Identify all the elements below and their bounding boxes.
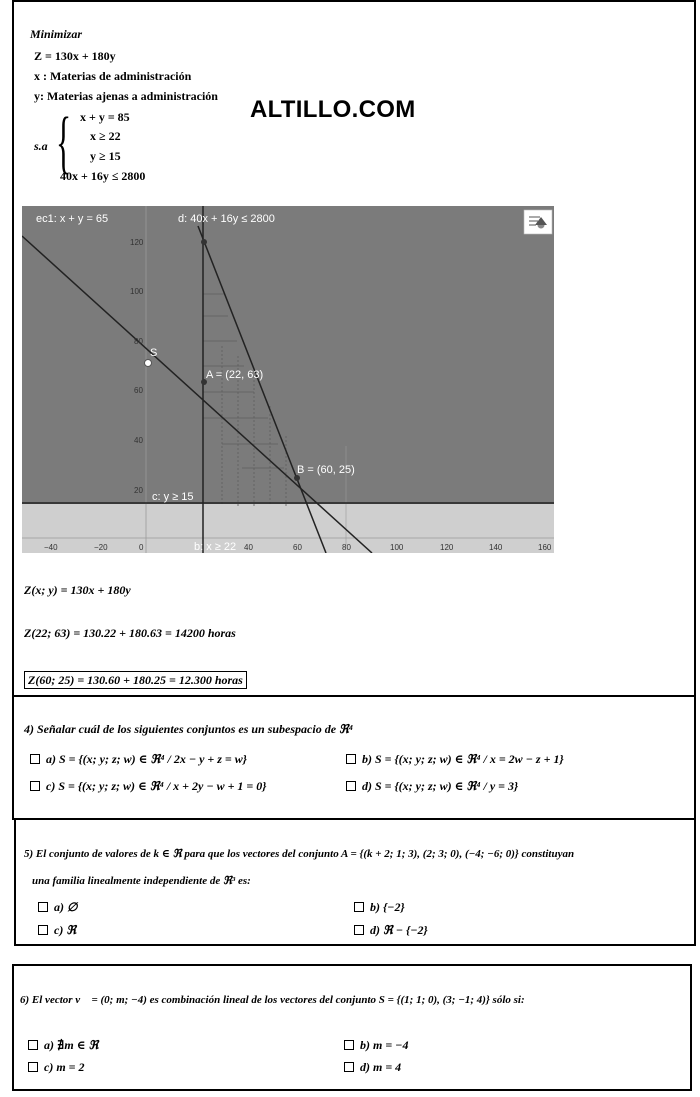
y-tick-120: 120 <box>130 238 144 247</box>
z-at-point-B-result: Z(60; 25) = 130.60 + 180.25 = 12.300 horas <box>24 671 247 689</box>
y-tick-80: 80 <box>134 337 143 346</box>
label-b: b: x ≥ 22 <box>194 541 237 553</box>
q6-option-d-label: d) m = 4 <box>360 1060 402 1074</box>
q4-checkbox-d[interactable] <box>346 781 356 791</box>
constraint-1: x + y = 85 <box>80 110 130 124</box>
q6-checkbox-d[interactable] <box>344 1062 354 1072</box>
q6-option-a-label: a) ∄m ∈ ℜ <box>44 1038 99 1052</box>
point-S <box>145 360 152 367</box>
label-d: d: 40x + 16y ≤ 2800 <box>178 213 275 225</box>
q5-option-b[interactable] <box>354 900 405 914</box>
q5-checkbox-a[interactable] <box>38 902 48 912</box>
y-tick-20: 20 <box>134 486 143 495</box>
label-A: A = (22, 63) <box>206 369 264 381</box>
q5-checkbox-c[interactable] <box>38 925 48 935</box>
q5-option-b-label: b) {−2} <box>370 900 405 914</box>
label-ec1: ec1: x + y = 65 <box>36 213 109 225</box>
q4-option-b[interactable] <box>346 752 564 766</box>
constraints-brace: { <box>56 104 72 181</box>
graph-background <box>22 206 554 553</box>
x-tick-120: 120 <box>440 543 454 552</box>
z-at-point-A: Z(22; 63) = 130.22 + 180.63 = 14200 horas <box>24 626 236 640</box>
objective-function: Z = 130x + 180y <box>34 49 116 63</box>
q6-option-b[interactable] <box>344 1038 408 1052</box>
q5-option-c[interactable] <box>38 923 76 937</box>
x-tick-140: 140 <box>489 543 503 552</box>
label-B: B = (60, 25) <box>297 464 355 476</box>
y-tick-40: 40 <box>134 436 143 445</box>
q6-option-b-label: b) m = −4 <box>360 1038 409 1052</box>
y-tick-100: 100 <box>130 287 144 296</box>
question6-text: 6) El vector v⃗ = (0; m; −4) es combinación lineal de los vectores del conjunto S = {(1; 1; 0), (3; −1; 4)} sólo si: <box>20 994 525 1006</box>
x-tick-m20: −20 <box>94 543 108 552</box>
question4-text: 4) Señalar cuál de los siguientes conjuntos es un subespacio de ℜ⁴ <box>24 722 353 736</box>
graphics-style-icon[interactable] <box>524 210 552 234</box>
constraint-3: y ≥ 15 <box>90 149 121 163</box>
q6-checkbox-a[interactable] <box>28 1040 38 1050</box>
z-definition: Z(x; y) = 130x + 180y <box>24 583 131 597</box>
q5-option-a-label: a) ∅ <box>54 900 78 914</box>
q5-option-d-label: d) ℜ − {−2} <box>370 923 428 937</box>
q5-option-a[interactable] <box>38 900 77 914</box>
q4-option-b-label: b) S = {(x; y; z; w) ∈ ℜ⁴ / x = 2w − z + 1} <box>362 752 564 766</box>
q4-option-c[interactable] <box>30 779 266 793</box>
y-tick-60: 60 <box>134 386 143 395</box>
q6-option-c-label: c) m = 2 <box>44 1060 85 1074</box>
q5-option-d[interactable] <box>354 923 428 937</box>
label-S: S <box>150 347 158 359</box>
x-tick-0: 0 <box>139 543 144 552</box>
x-tick-100: 100 <box>390 543 404 552</box>
point-d-intercept <box>201 239 207 245</box>
q5-option-c-label: c) ℜ <box>54 923 77 937</box>
question5-text-line1: 5) El conjunto de valores de k ∈ ℜ para que los vectores del conjunto A = {(k + 2; 1; 3), (2; 3; 0), (−4; −6; 0)} constituyan <box>24 848 575 860</box>
q4-option-a-label: a) S = {(x; y; z; w) ∈ ℜ⁴ / 2x − y + z = w} <box>46 752 247 766</box>
x-tick-160: 160 <box>538 543 552 552</box>
feasible-region-graph <box>22 206 554 553</box>
q6-checkbox-b[interactable] <box>344 1040 354 1050</box>
q4-option-d[interactable] <box>346 779 518 793</box>
problem-heading: Minimizar <box>30 27 83 41</box>
q6-option-a[interactable] <box>28 1038 98 1052</box>
q4-checkbox-c[interactable] <box>30 781 40 791</box>
constraint-2: x ≥ 22 <box>90 129 121 143</box>
q6-option-d[interactable] <box>344 1060 401 1074</box>
q4-option-c-label: c) S = {(x; y; z; w) ∈ ℜ⁴ / x + 2y − w + 1 = 0} <box>46 779 267 793</box>
constraint-4: 40x + 16y ≤ 2800 <box>60 169 146 183</box>
variable-x-definition: x : Materias de administración <box>34 69 192 83</box>
q4-option-d-label: d) S = {(x; y; z; w) ∈ ℜ⁴ / y = 3} <box>362 779 519 793</box>
q4-option-a[interactable] <box>30 752 247 766</box>
q6-checkbox-c[interactable] <box>28 1062 38 1072</box>
q6-option-c[interactable] <box>28 1060 85 1074</box>
q4-checkbox-b[interactable] <box>346 754 356 764</box>
label-c: c: y ≥ 15 <box>152 491 194 503</box>
question5-text-line2: una familia linealmente independiente de ℜ³ es: <box>32 875 251 887</box>
x-tick-60: 60 <box>293 543 302 552</box>
watermark-logo: ALTILLO.COM <box>250 96 416 123</box>
x-tick-80: 80 <box>342 543 351 552</box>
variable-y-definition: y: Materias ajenas a administración <box>34 89 218 103</box>
x-tick-40: 40 <box>244 543 253 552</box>
q5-checkbox-d[interactable] <box>354 925 364 935</box>
q4-checkbox-a[interactable] <box>30 754 40 764</box>
subject-to-label: s.a <box>34 139 48 153</box>
x-tick-m40: −40 <box>44 543 58 552</box>
q5-checkbox-b[interactable] <box>354 902 364 912</box>
